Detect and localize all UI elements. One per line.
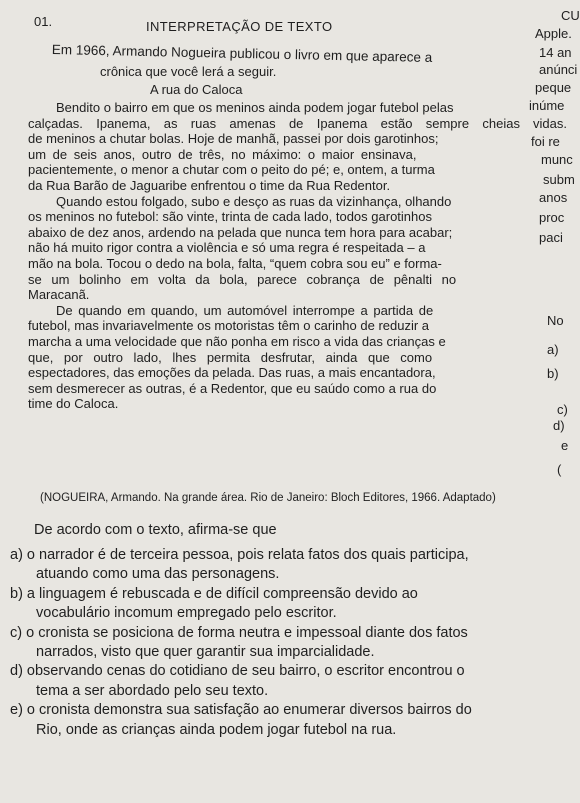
option-c-line-1[interactable]: c) o cronista se posiciona de forma neutra e impessoal diante dos fatos bbox=[10, 624, 468, 641]
side-fragment: foi re bbox=[531, 134, 560, 149]
side-fragment: peque bbox=[535, 80, 572, 95]
intro-line-2: crônica que você lerá a seguir. bbox=[100, 64, 277, 79]
option-c-line-2: narrados, visto que quer garantir sua imparcialidade. bbox=[36, 644, 375, 661]
side-fragment: anúnci bbox=[539, 62, 578, 77]
option-b-line-1[interactable]: b) a linguagem é rebuscada e de difícil compreensão devido ao bbox=[10, 585, 418, 602]
option-e-line-1[interactable]: e) o cronista demonstra sua satisfação ao enumerar diversos bairros do bbox=[10, 702, 472, 719]
option-a-line-2: atuando como uma das personagens. bbox=[36, 566, 280, 583]
option-b-line-2: vocabulário incomum empregado pelo escritor. bbox=[36, 605, 337, 622]
chronicle-line: De quando em quando, um automóvel interrompe a partida de bbox=[56, 302, 434, 318]
option-d-line-2: tema a ser abordado pelo seu texto. bbox=[36, 682, 269, 699]
chronicle-line: Quando estou folgado, subo e desço as ruas da vizinhança, olhando bbox=[56, 193, 452, 209]
option-a-line-1[interactable]: a) o narrador é de terceira pessoa, pois relata fatos dos quais participa, bbox=[10, 547, 469, 563]
side-fragment: vidas. bbox=[533, 116, 567, 131]
chronicle-line: futebol, mas invariavelmente os motoristas têm o carinho de reduzir a bbox=[28, 318, 430, 334]
side-fragment: inúme bbox=[529, 98, 565, 113]
chronicle-line: um de seis anos, outro de três, no máximo: o maior ensinava, bbox=[28, 146, 417, 162]
side-fragment: CU bbox=[561, 8, 580, 23]
chronicle-line: time do Caloca. bbox=[28, 396, 119, 412]
side-fragment: e bbox=[561, 438, 569, 453]
option-e-line-2: Rio, onde as crianças ainda podem jogar futebol na rua. bbox=[36, 721, 397, 738]
side-fragment: proc bbox=[539, 210, 565, 225]
side-fragment: Apple. bbox=[535, 26, 572, 41]
side-fragment: munc bbox=[541, 152, 573, 167]
chronicle-line: Maracanã. bbox=[28, 287, 90, 303]
chronicle-line: abaixo de dez anos, ardendo na pelada que nunca tem hora para acabar; bbox=[28, 224, 453, 240]
question-stem: De acordo com o texto, afirma-se que bbox=[34, 522, 277, 538]
side-fragment: c) bbox=[557, 402, 568, 417]
side-fragment: d) bbox=[553, 418, 565, 433]
chronicle-line: espectadores, das emoções da pelada. Das ruas, a mais encantadora, bbox=[28, 365, 436, 381]
chronicle-line: pacientemente, o menor a chutar com o peito do pé; e, ontem, a turma bbox=[28, 162, 435, 178]
answer-options bbox=[10, 546, 576, 740]
chronicle-line: que, por outro lado, lhes permita desfrutar, ainda que como bbox=[28, 349, 433, 365]
intro-line-1: Em 1966, Armando Nogueira publicou o livro em que aparece a bbox=[51, 42, 433, 65]
chronicle-line: de meninos a chutar bolas. Hoje de manhã, passei por dois garotinhos; bbox=[28, 131, 439, 147]
side-fragment: 14 an bbox=[539, 45, 572, 60]
chronicle-line: marcha a uma velocidade que não ponha em risco a vida das crianças e bbox=[28, 333, 446, 349]
chronicle-line: mão na bola. Tocou o dedo na bola, falta, “quem cobra sou eu” e forma- bbox=[28, 255, 442, 271]
chronicle-line: calçadas. Ipanema, as ruas amenas de Ipanema estão sempre cheias bbox=[28, 115, 520, 131]
section-title: INTERPRETAÇÃO DE TEXTO bbox=[146, 19, 333, 34]
chronicle-line: se um bolinho em volta da bola, parece cobrança de pênalti no bbox=[28, 271, 457, 287]
side-fragment: a) bbox=[547, 342, 559, 357]
side-fragment: paci bbox=[539, 230, 563, 245]
option-d-line-1[interactable]: d) observando cenas do cotidiano de seu bairro, o escritor encontrou o bbox=[10, 663, 465, 680]
side-fragment: anos bbox=[539, 190, 568, 205]
question-number: 01. bbox=[34, 14, 53, 29]
adjacent-column-fragment bbox=[527, 0, 580, 803]
chronicle-line: os meninos no futebol: são vinte, trinta de cada lado, todos garotinhos bbox=[28, 209, 432, 225]
side-fragment: ( bbox=[557, 462, 562, 477]
chronicle-title: A rua do Caloca bbox=[150, 82, 243, 97]
chronicle-line: sem desmerecer as outras, é a Redentor, que eu saúdo como a rua do bbox=[28, 380, 437, 396]
chronicle-line: não há muito rigor contra a violência e só uma regra é respeitada – a bbox=[28, 240, 426, 256]
side-fragment: No bbox=[547, 313, 564, 328]
chronicle-line: da Rua Barão de Jaguaribe enfrentou o time da Rua Redentor. bbox=[28, 177, 391, 193]
side-fragment: b) bbox=[547, 366, 559, 381]
side-fragment: subm bbox=[543, 172, 575, 187]
chronicle-text bbox=[28, 100, 520, 412]
chronicle-line: Bendito o bairro em que os meninos ainda podem jogar futebol pelas bbox=[56, 100, 454, 115]
source-citation: (NOGUEIRA, Armando. Na grande área. Rio de Janeiro: Bloch Editores, 1966. Adaptado) bbox=[40, 492, 496, 504]
